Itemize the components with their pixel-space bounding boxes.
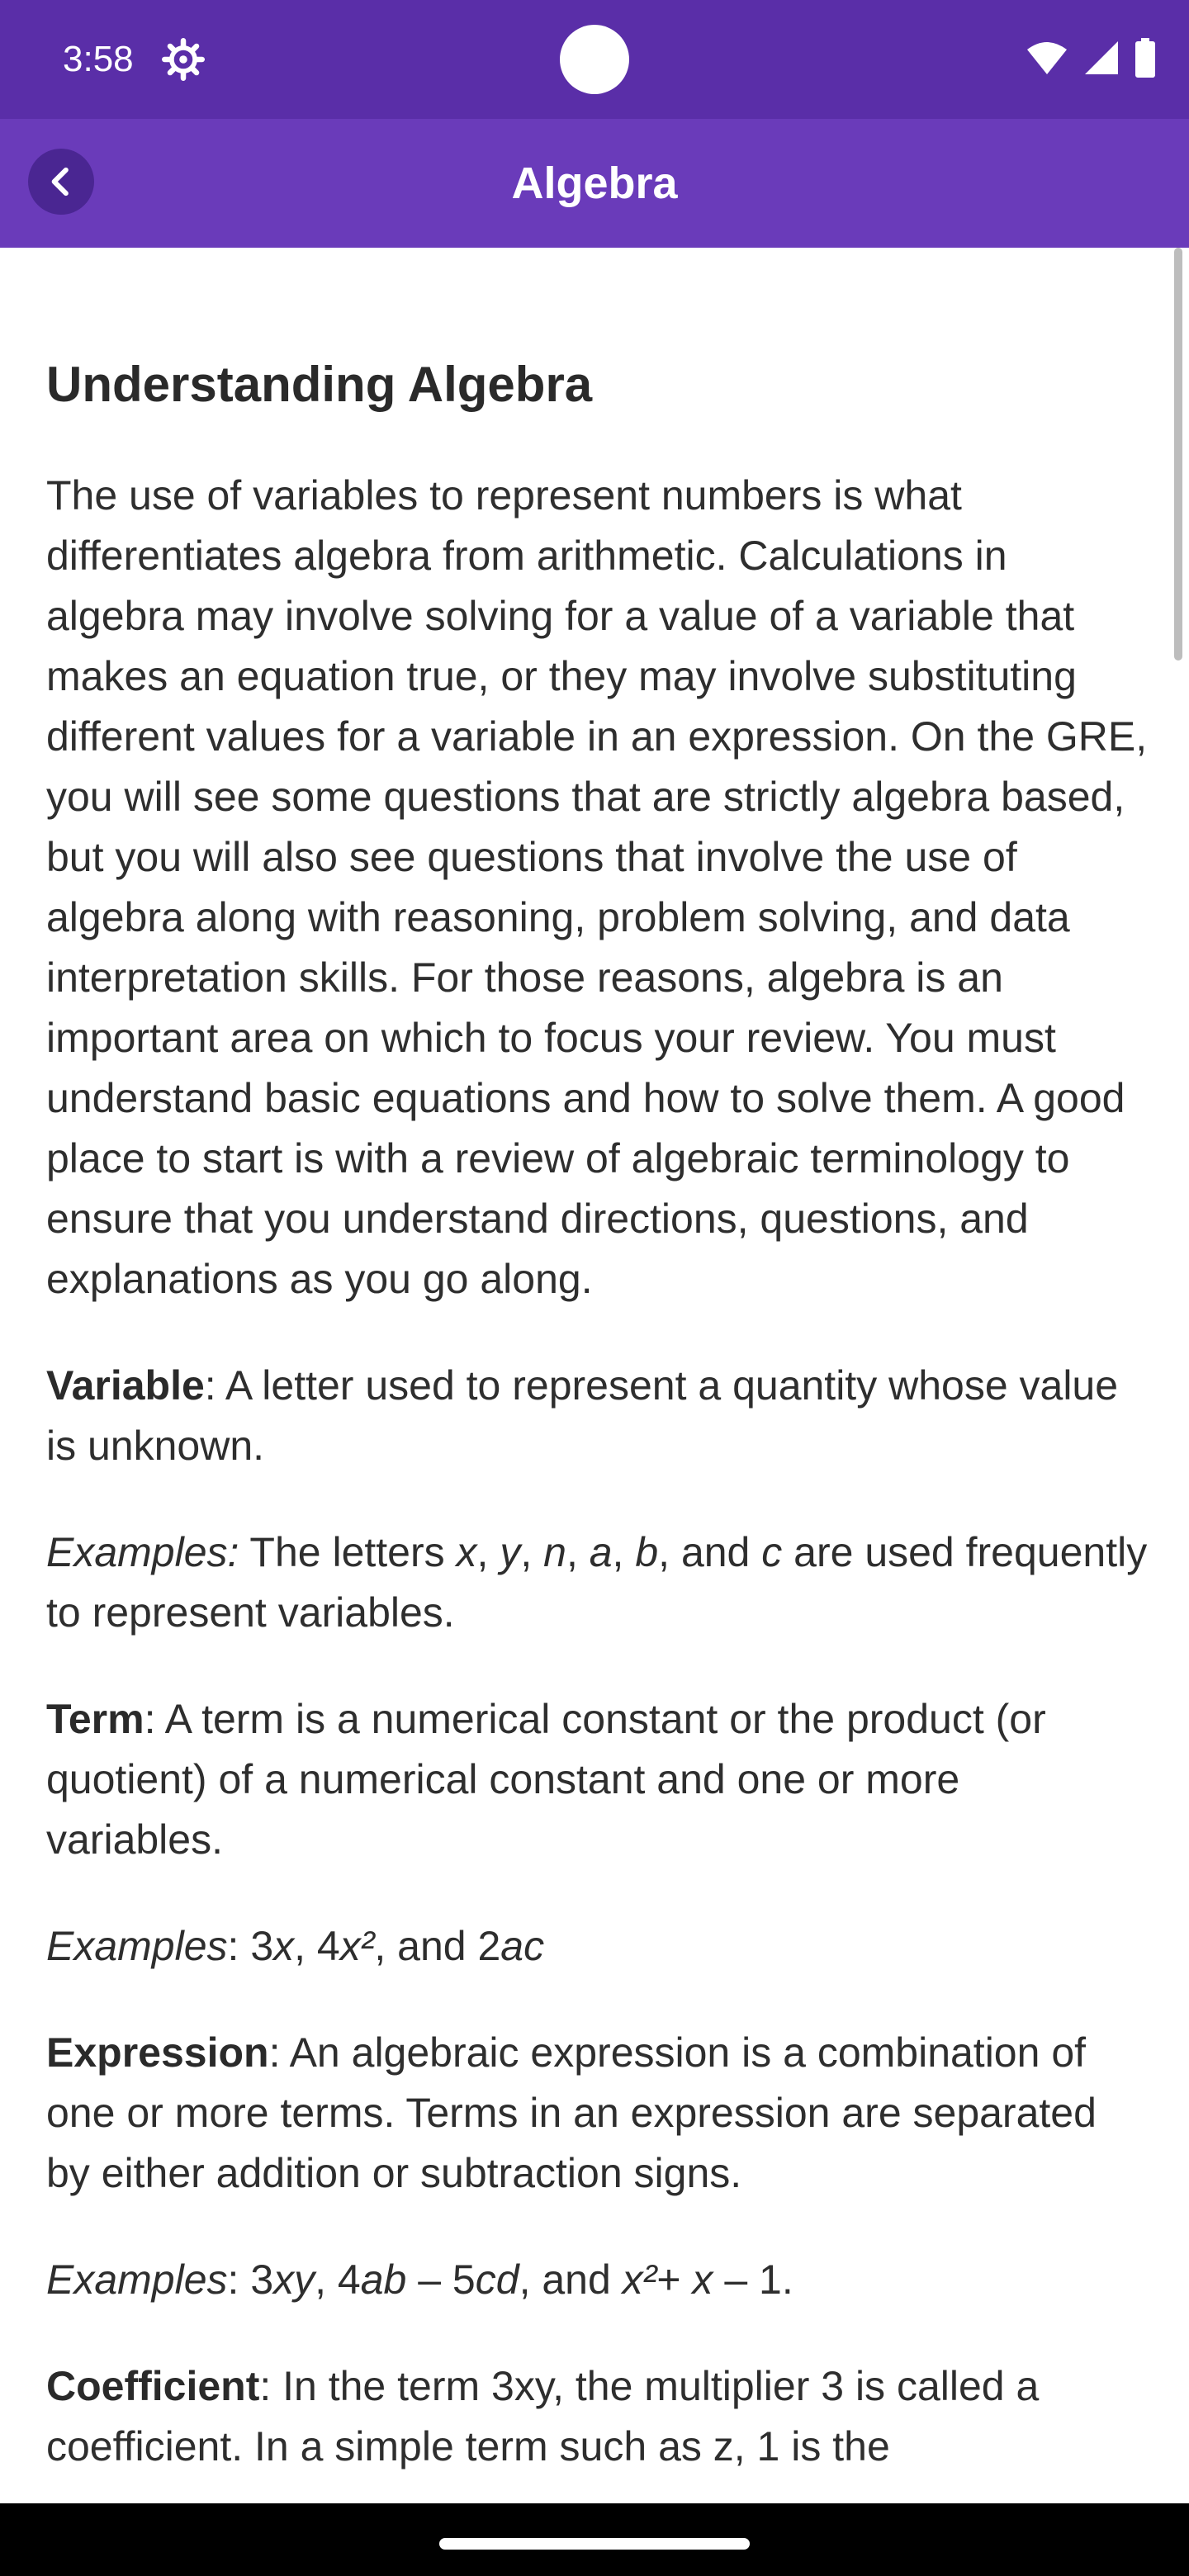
example-variable: n [543, 1529, 566, 1575]
example-text: + [656, 2256, 693, 2303]
example-text: , [566, 1529, 590, 1575]
definition-text: : A term is a numerical constant or the product (or quotient) of a numerical constant and one or more variables. [46, 1696, 1046, 1863]
battery-icon [1135, 38, 1156, 78]
example-variable: x [692, 2256, 713, 2303]
term-label: Variable [46, 1362, 205, 1409]
term-label: Expression [46, 2029, 269, 2076]
example-text: are used frequently to represent variables. [46, 1529, 1148, 1636]
definition-variable [46, 1356, 1148, 1476]
example-text: , and 2 [374, 1923, 501, 1969]
examples-term [46, 1916, 1148, 1977]
example-text: – 5 [406, 2256, 476, 2303]
example-variable: x² [622, 2256, 657, 2303]
example-text: , and [519, 2256, 623, 2303]
wifi-icon [1026, 40, 1068, 76]
example-text: , and [658, 1529, 762, 1575]
example-variable: ac [500, 1923, 545, 1969]
home-gesture-handle[interactable] [439, 2538, 750, 2550]
status-time: 3:58 [63, 39, 134, 79]
page-title: Algebra [511, 159, 678, 208]
example-variable: ab [360, 2256, 407, 2303]
example-variable: x² [339, 1923, 375, 1969]
section-heading: Understanding Algebra [46, 357, 593, 412]
example-variable: x [456, 1529, 477, 1575]
app-bar [0, 119, 1189, 248]
definition-text: : An algebraic expression is a combination of one or more terms. Terms in an expression are separated by either addition or subtraction signs. [46, 2029, 1097, 2196]
definition-term [46, 1689, 1148, 1870]
examples-label: Examples [46, 2256, 228, 2303]
example-text: : 3 [227, 2256, 274, 2303]
term-label: Term [46, 1696, 144, 1742]
example-variable: x [273, 1923, 295, 1969]
example-text: , 4 [315, 2256, 361, 2303]
examples-variable [46, 1522, 1148, 1643]
status-bar [0, 0, 1189, 119]
example-text: The letters [239, 1529, 457, 1575]
examples-label: Examples [46, 1923, 228, 1969]
definition-text: : In the term 3xy, the multiplier 3 is called a coefficient. In a simple term such as z, 1 is the [46, 2363, 1040, 2469]
example-variable: y [500, 1529, 521, 1575]
system-nav-bar [0, 2503, 1189, 2576]
scrollbar[interactable] [1174, 248, 1182, 661]
status-icons [1026, 35, 1156, 81]
examples-expression [46, 2250, 1148, 2310]
examples-label: Examples: [46, 1529, 239, 1575]
camera-cutout [560, 25, 629, 94]
example-variable: c [761, 1529, 783, 1575]
example-variable: a [589, 1529, 613, 1575]
definition-expression [46, 2023, 1148, 2204]
example-text: – 1. [713, 2256, 793, 2303]
definition-coefficient [46, 2356, 1148, 2477]
signal-icon [1083, 40, 1120, 76]
example-text: , [476, 1529, 500, 1575]
intro-paragraph: The use of variables to represent numbers is what differentiates algebra from arithmetic. Calculations in algebra may involve solving for a value of a variable that makes an equation true, or they may involve substituting different values for a variable in an expression. On the GRE, you will see some questions that are strictly algebra based, but you will also see questions that involve the use of algebra along with reasoning, problem solving, and data interpretation skills. For those reasons, algebra is an important area on which to focus your review. You must understand basic equations and how to solve them. A good place to start is with a review of algebraic terminology to ensure that you understand directions, questions, and explanations as you go along. [46, 472, 1148, 1302]
definition-text: : A letter used to represent a quantity whose value is unknown. [46, 1362, 1119, 1469]
example-text: , [612, 1529, 636, 1575]
example-variable: b [635, 1529, 659, 1575]
example-text: , [520, 1529, 544, 1575]
example-variable: xy [273, 2256, 315, 2303]
gear-icon [162, 38, 205, 81]
example-text: , 4 [294, 1923, 340, 1969]
example-text: : 3 [227, 1923, 274, 1969]
term-label: Coefficient [46, 2363, 260, 2409]
article-content [46, 248, 1148, 2477]
example-variable: cd [475, 2256, 519, 2303]
